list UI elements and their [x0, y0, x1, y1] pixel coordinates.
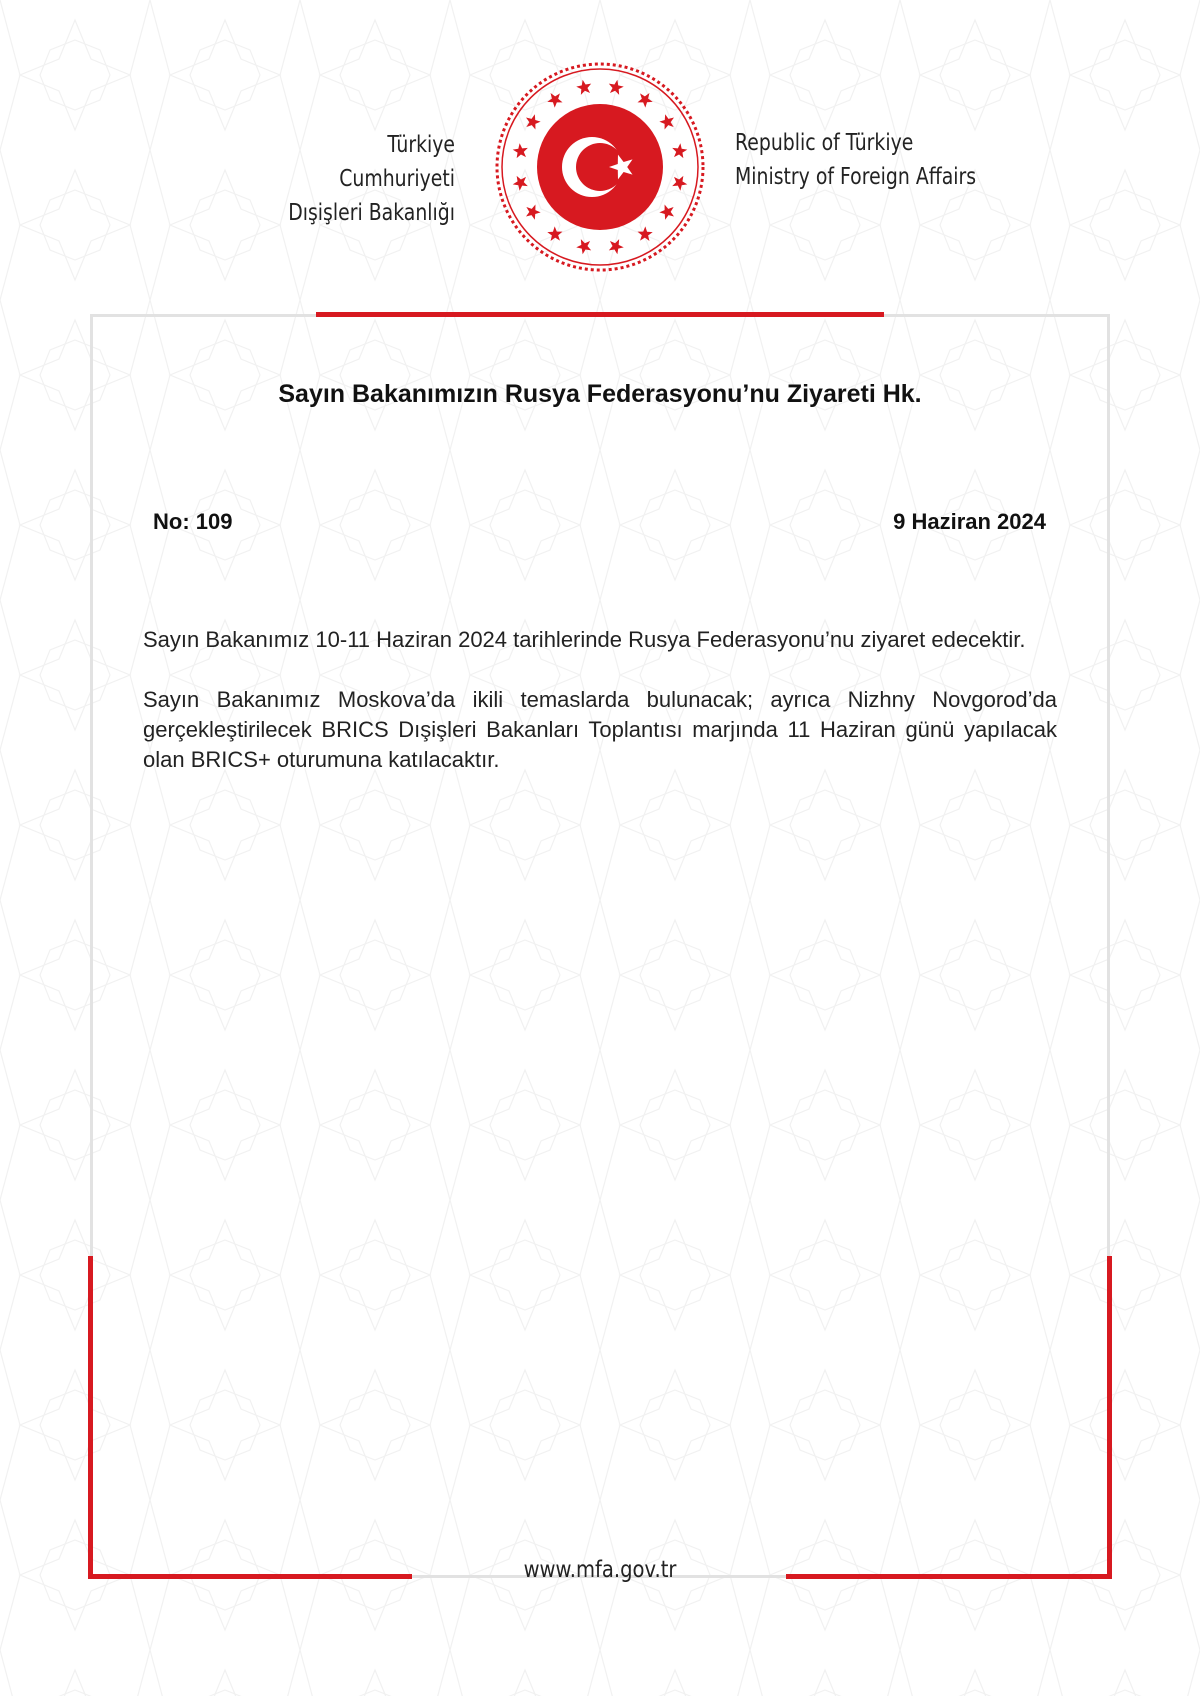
- institution-line-1: Türkiye Cumhuriyeti: [339, 132, 455, 192]
- emblem-star-icon: [547, 226, 562, 241]
- emblem-star-icon: [609, 80, 624, 95]
- emblem-star-icon: [513, 176, 528, 191]
- frame-accent-left-horizontal: [88, 1574, 412, 1579]
- emblem-star-icon: [659, 205, 674, 220]
- frame-accent-right-horizontal: [786, 1574, 1112, 1579]
- emblem-star-icon: [576, 80, 591, 95]
- emblem-star-icon: [609, 239, 624, 254]
- emblem-star-icon: [638, 226, 653, 241]
- body-paragraph-1: Sayın Bakanımız 10-11 Haziran 2024 tarihlerinde Rusya Federasyonu’nu ziyaret edecektir.: [143, 627, 1026, 652]
- institution-name-en: [735, 126, 997, 194]
- frame-accent-top: [316, 312, 884, 317]
- emblem-star-icon: [638, 93, 653, 108]
- institution-name-tr: [271, 128, 456, 230]
- emblem-star-icon: [526, 205, 541, 220]
- emblem-star-icon: [513, 143, 528, 158]
- emblem-star-icon: [672, 143, 687, 158]
- institution-line-2: Dışişleri Bakanlığı: [288, 200, 455, 226]
- document-number: No: 109: [153, 509, 233, 534]
- emblem-star-icon: [547, 93, 562, 108]
- emblem-star-icon: [672, 176, 687, 191]
- footer-website-link[interactable]: www.mfa.gov.tr: [523, 1557, 677, 1583]
- institution-line-en-2: Ministry of Foreign Affairs: [735, 164, 977, 190]
- document-date: 9 Haziran 2024: [893, 509, 1046, 534]
- document-body: [143, 625, 1057, 805]
- body-paragraph-2: Sayın Bakanımız Moskova’da ikili temaslarda bulunacak; ayrıca Nizhny Novgorod’da gerçekleştirilecek BRICS Dışişleri Bakanları Toplantısı marjında 11 Haziran günü yapılacak olan BRICS+ oturumuna katılacaktır.: [143, 687, 1057, 772]
- emblem-star-icon: [576, 239, 591, 254]
- emblem-star-icon: [659, 114, 674, 129]
- frame-accent-left-vertical: [88, 1256, 93, 1579]
- institution-line-en-1: Republic of Türkiye: [735, 130, 914, 156]
- document-title: Sayın Bakanımızın Rusya Federasyonu’nu Ziyareti Hk.: [278, 380, 922, 408]
- emblem-star-icon: [526, 114, 541, 129]
- page-frame: [90, 314, 1110, 1578]
- ministry-emblem-icon: [493, 60, 707, 274]
- frame-accent-right-vertical: [1107, 1256, 1112, 1579]
